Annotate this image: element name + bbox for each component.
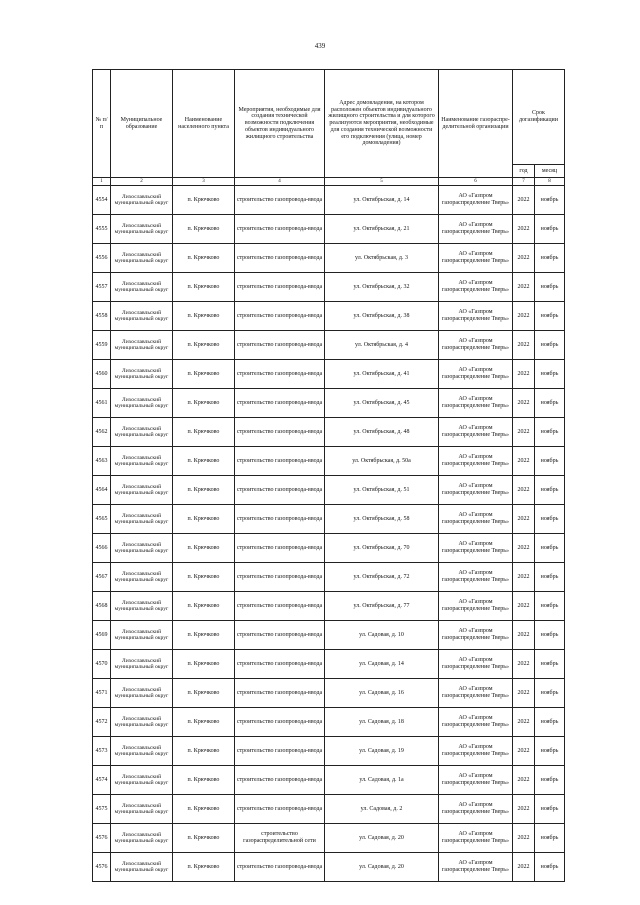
- cell-address: ул. Октябрьская, д. 3: [325, 244, 439, 273]
- cell-row-number: 4558: [93, 302, 111, 331]
- cell-row-number: 4575: [93, 795, 111, 824]
- cell-year: 2022: [513, 621, 535, 650]
- cell-organization: АО «Газпром газораспределение Тверь»: [439, 853, 513, 882]
- cell-municipality: Лихославльский муниципальный округ: [111, 447, 173, 476]
- cell-year: 2022: [513, 186, 535, 215]
- cell-month: ноябрь: [535, 708, 565, 737]
- cell-address: ул. Садовая, д. 2: [325, 795, 439, 824]
- cell-measure: строительство газопровода-ввода: [235, 621, 325, 650]
- cell-municipality: Лихославльский муниципальный округ: [111, 476, 173, 505]
- cell-settlement: п. Крючково: [173, 505, 235, 534]
- header-org: Наименование газораспре-делительной организации: [439, 70, 513, 178]
- cell-year: 2022: [513, 302, 535, 331]
- cell-settlement: п. Крючково: [173, 273, 235, 302]
- header-num: № п/п: [93, 70, 111, 178]
- col-number: 3: [173, 178, 235, 186]
- cell-measure: строительство газопровода-ввода: [235, 302, 325, 331]
- cell-organization: АО «Газпром газораспределение Тверь»: [439, 708, 513, 737]
- col-number: 8: [535, 178, 565, 186]
- cell-address: ул. Октябрьская, д. 72: [325, 563, 439, 592]
- cell-measure: строительство газопровода-ввода: [235, 708, 325, 737]
- header-address: Адрес домовладения, на котором расположен объектов индивидуального жилищного строительства и для которого реализуются мероприятия, необходимые для создания технической возможности его подключения (улица, номер домовладения): [325, 70, 439, 178]
- cell-measure: строительство газопровода-ввода: [235, 505, 325, 534]
- cell-organization: АО «Газпром газораспределение Тверь»: [439, 795, 513, 824]
- cell-row-number: 4557: [93, 273, 111, 302]
- cell-measure: строительство газопровода-ввода: [235, 650, 325, 679]
- cell-month: ноябрь: [535, 795, 565, 824]
- cell-measure: строительство газопровода-ввода: [235, 737, 325, 766]
- cell-row-number: 4576: [93, 853, 111, 882]
- cell-organization: АО «Газпром газораспределение Тверь»: [439, 215, 513, 244]
- cell-month: ноябрь: [535, 186, 565, 215]
- table-body: [93, 186, 565, 882]
- page-number: 439: [314, 42, 326, 50]
- table-row: [93, 679, 565, 708]
- cell-organization: АО «Газпром газораспределение Тверь»: [439, 476, 513, 505]
- cell-measure: строительство газопровода-ввода: [235, 679, 325, 708]
- cell-address: ул. Садовая, д. 10: [325, 621, 439, 650]
- cell-measure: строительство газопровода-ввода: [235, 244, 325, 273]
- cell-settlement: п. Крючково: [173, 766, 235, 795]
- column-numbers-row: [93, 178, 565, 186]
- cell-organization: АО «Газпром газораспределение Тверь»: [439, 302, 513, 331]
- cell-settlement: п. Крючково: [173, 447, 235, 476]
- cell-organization: АО «Газпром газораспределение Тверь»: [439, 331, 513, 360]
- table-row: [93, 418, 565, 447]
- cell-municipality: Лихославльский муниципальный округ: [111, 766, 173, 795]
- cell-organization: АО «Газпром газораспределение Тверь»: [439, 244, 513, 273]
- cell-organization: АО «Газпром газораспределение Тверь»: [439, 534, 513, 563]
- cell-settlement: п. Крючково: [173, 592, 235, 621]
- cell-year: 2022: [513, 244, 535, 273]
- cell-year: 2022: [513, 447, 535, 476]
- cell-settlement: п. Крючково: [173, 650, 235, 679]
- cell-municipality: Лихославльский муниципальный округ: [111, 650, 173, 679]
- table-row: [93, 273, 565, 302]
- cell-year: 2022: [513, 331, 535, 360]
- cell-municipality: Лихославльский муниципальный округ: [111, 534, 173, 563]
- cell-month: ноябрь: [535, 766, 565, 795]
- cell-measure: строительство газопровода-ввода: [235, 592, 325, 621]
- table-row: [93, 708, 565, 737]
- table-row: [93, 389, 565, 418]
- col-number: 4: [235, 178, 325, 186]
- cell-municipality: Лихославльский муниципальный округ: [111, 563, 173, 592]
- cell-row-number: 4554: [93, 186, 111, 215]
- cell-address: ул. Октябрьская, д. 41: [325, 360, 439, 389]
- cell-organization: АО «Газпром газораспределение Тверь»: [439, 766, 513, 795]
- cell-municipality: Лихославльский муниципальный округ: [111, 621, 173, 650]
- cell-measure: строительство газопровода-ввода: [235, 563, 325, 592]
- cell-settlement: п. Крючково: [173, 737, 235, 766]
- cell-measure: строительство газопровода-ввода: [235, 447, 325, 476]
- cell-settlement: п. Крючково: [173, 563, 235, 592]
- cell-address: ул. Октябрьская, д. 45: [325, 389, 439, 418]
- cell-row-number: 4570: [93, 650, 111, 679]
- cell-address: ул. Октябрьская, д. 4: [325, 331, 439, 360]
- cell-year: 2022: [513, 795, 535, 824]
- cell-month: ноябрь: [535, 824, 565, 853]
- cell-organization: АО «Газпром газораспределение Тверь»: [439, 679, 513, 708]
- col-number: 5: [325, 178, 439, 186]
- cell-settlement: п. Крючково: [173, 621, 235, 650]
- cell-month: ноябрь: [535, 679, 565, 708]
- cell-settlement: п. Крючково: [173, 824, 235, 853]
- cell-measure: строительство газопровода-ввода: [235, 215, 325, 244]
- cell-municipality: Лихославльский муниципальный округ: [111, 244, 173, 273]
- cell-settlement: п. Крючково: [173, 708, 235, 737]
- cell-measure: строительство газопровода-ввода: [235, 186, 325, 215]
- cell-address: ул. Октябрьская, д. 14: [325, 186, 439, 215]
- cell-municipality: Лихославльский муниципальный округ: [111, 592, 173, 621]
- cell-month: ноябрь: [535, 447, 565, 476]
- header-measures: Мероприятия, необходимые для создания технической возможности подключения объектов индивидуального жилищного строительства: [235, 70, 325, 178]
- cell-organization: АО «Газпром газораспределение Тверь»: [439, 447, 513, 476]
- cell-municipality: Лихославльский муниципальный округ: [111, 302, 173, 331]
- cell-measure: строительство газопровода-ввода: [235, 766, 325, 795]
- cell-municipality: Лихославльский муниципальный округ: [111, 505, 173, 534]
- cell-organization: АО «Газпром газораспределение Тверь»: [439, 592, 513, 621]
- cell-measure: строительство газопровода-ввода: [235, 360, 325, 389]
- cell-row-number: 4556: [93, 244, 111, 273]
- cell-municipality: Лихославльский муниципальный округ: [111, 215, 173, 244]
- cell-address: ул. Садовая, д. 20: [325, 853, 439, 882]
- cell-settlement: п. Крючково: [173, 795, 235, 824]
- cell-municipality: Лихославльский муниципальный округ: [111, 737, 173, 766]
- cell-address: ул. Садовая, д. 19: [325, 737, 439, 766]
- cell-organization: АО «Газпром газораспределение Тверь»: [439, 737, 513, 766]
- cell-address: ул. Октябрьская, д. 77: [325, 592, 439, 621]
- cell-row-number: 4576: [93, 824, 111, 853]
- cell-address: ул. Садовая, д. 16: [325, 679, 439, 708]
- cell-row-number: 4564: [93, 476, 111, 505]
- cell-municipality: Лихославльский муниципальный округ: [111, 186, 173, 215]
- cell-measure: строительство газопровода-ввода: [235, 389, 325, 418]
- cell-month: ноябрь: [535, 418, 565, 447]
- gasification-table: [92, 69, 565, 882]
- cell-year: 2022: [513, 534, 535, 563]
- col-number: 6: [439, 178, 513, 186]
- cell-month: ноябрь: [535, 650, 565, 679]
- table-row: [93, 824, 565, 853]
- cell-measure: строительство газопровода-ввода: [235, 795, 325, 824]
- cell-municipality: Лихославльский муниципальный округ: [111, 679, 173, 708]
- cell-month: ноябрь: [535, 505, 565, 534]
- cell-year: 2022: [513, 418, 535, 447]
- cell-row-number: 4559: [93, 331, 111, 360]
- cell-address: ул. Садовая, д. 14: [325, 650, 439, 679]
- cell-year: 2022: [513, 766, 535, 795]
- cell-row-number: 4560: [93, 360, 111, 389]
- cell-measure: строительство газопровода-ввода: [235, 273, 325, 302]
- cell-year: 2022: [513, 563, 535, 592]
- cell-organization: АО «Газпром газораспределение Тверь»: [439, 824, 513, 853]
- cell-address: ул. Октябрьская, д. 32: [325, 273, 439, 302]
- table-row: [93, 563, 565, 592]
- cell-row-number: 4555: [93, 215, 111, 244]
- cell-organization: АО «Газпром газораспределение Тверь»: [439, 505, 513, 534]
- cell-municipality: Лихославльский муниципальный округ: [111, 418, 173, 447]
- cell-row-number: 4571: [93, 679, 111, 708]
- cell-municipality: Лихославльский муниципальный округ: [111, 795, 173, 824]
- cell-month: ноябрь: [535, 621, 565, 650]
- cell-measure: строительство газопровода-ввода: [235, 853, 325, 882]
- cell-measure: строительство газораспределительной сети: [235, 824, 325, 853]
- cell-row-number: 4573: [93, 737, 111, 766]
- table-row: [93, 795, 565, 824]
- cell-year: 2022: [513, 215, 535, 244]
- cell-row-number: 4562: [93, 418, 111, 447]
- cell-month: ноябрь: [535, 534, 565, 563]
- header-year: год: [513, 165, 535, 178]
- cell-settlement: п. Крючково: [173, 534, 235, 563]
- cell-year: 2022: [513, 737, 535, 766]
- cell-settlement: п. Крючково: [173, 389, 235, 418]
- cell-month: ноябрь: [535, 302, 565, 331]
- cell-year: 2022: [513, 708, 535, 737]
- cell-month: ноябрь: [535, 563, 565, 592]
- header-settlement: Наименование населенного пункта: [173, 70, 235, 178]
- cell-month: ноябрь: [535, 389, 565, 418]
- cell-year: 2022: [513, 389, 535, 418]
- cell-organization: АО «Газпром газораспределение Тверь»: [439, 273, 513, 302]
- cell-organization: АО «Газпром газораспределение Тверь»: [439, 186, 513, 215]
- cell-row-number: 4565: [93, 505, 111, 534]
- col-number: 2: [111, 178, 173, 186]
- cell-row-number: 4568: [93, 592, 111, 621]
- cell-month: ноябрь: [535, 853, 565, 882]
- cell-organization: АО «Газпром газораспределение Тверь»: [439, 563, 513, 592]
- cell-settlement: п. Крючково: [173, 853, 235, 882]
- cell-settlement: п. Крючково: [173, 476, 235, 505]
- table-header: [93, 70, 565, 186]
- cell-address: ул. Октябрьская, д. 50а: [325, 447, 439, 476]
- table-row: [93, 621, 565, 650]
- table-row: [93, 186, 565, 215]
- cell-organization: АО «Газпром газораспределение Тверь»: [439, 389, 513, 418]
- cell-row-number: 4566: [93, 534, 111, 563]
- table-row: [93, 244, 565, 273]
- cell-settlement: п. Крючково: [173, 331, 235, 360]
- cell-municipality: Лихославльский муниципальный округ: [111, 824, 173, 853]
- cell-measure: строительство газопровода-ввода: [235, 331, 325, 360]
- cell-year: 2022: [513, 476, 535, 505]
- table-row: [93, 592, 565, 621]
- cell-month: ноябрь: [535, 592, 565, 621]
- cell-year: 2022: [513, 273, 535, 302]
- cell-settlement: п. Крючково: [173, 360, 235, 389]
- cell-measure: строительство газопровода-ввода: [235, 476, 325, 505]
- cell-address: ул. Октябрьская, д. 58: [325, 505, 439, 534]
- table-row: [93, 737, 565, 766]
- cell-month: ноябрь: [535, 244, 565, 273]
- cell-year: 2022: [513, 853, 535, 882]
- cell-row-number: 4563: [93, 447, 111, 476]
- cell-year: 2022: [513, 360, 535, 389]
- cell-year: 2022: [513, 592, 535, 621]
- header-deadline: Срок догазификации: [513, 70, 565, 165]
- header-municipality: Муниципальное образование: [111, 70, 173, 178]
- cell-month: ноябрь: [535, 215, 565, 244]
- table-row: [93, 302, 565, 331]
- cell-year: 2022: [513, 650, 535, 679]
- cell-address: ул. Октябрьская, д. 70: [325, 534, 439, 563]
- table-row: [93, 215, 565, 244]
- cell-address: ул. Октябрьская, д. 51: [325, 476, 439, 505]
- cell-municipality: Лихославльский муниципальный округ: [111, 273, 173, 302]
- cell-organization: АО «Газпром газораспределение Тверь»: [439, 621, 513, 650]
- cell-measure: строительство газопровода-ввода: [235, 418, 325, 447]
- cell-settlement: п. Крючково: [173, 679, 235, 708]
- cell-year: 2022: [513, 824, 535, 853]
- cell-address: ул. Садовая, д. 20: [325, 824, 439, 853]
- cell-row-number: 4569: [93, 621, 111, 650]
- cell-municipality: Лихославльский муниципальный округ: [111, 708, 173, 737]
- cell-municipality: Лихославльский муниципальный округ: [111, 853, 173, 882]
- table-row: [93, 447, 565, 476]
- cell-row-number: 4561: [93, 389, 111, 418]
- cell-address: ул. Октябрьская, д. 21: [325, 215, 439, 244]
- table-row: [93, 766, 565, 795]
- cell-settlement: п. Крючково: [173, 302, 235, 331]
- cell-year: 2022: [513, 679, 535, 708]
- table-row: [93, 360, 565, 389]
- cell-month: ноябрь: [535, 476, 565, 505]
- cell-organization: АО «Газпром газораспределение Тверь»: [439, 418, 513, 447]
- col-number: 7: [513, 178, 535, 186]
- cell-month: ноябрь: [535, 331, 565, 360]
- table-row: [93, 650, 565, 679]
- cell-settlement: п. Крючково: [173, 215, 235, 244]
- cell-address: ул. Октябрьская, д. 38: [325, 302, 439, 331]
- cell-municipality: Лихославльский муниципальный округ: [111, 331, 173, 360]
- cell-settlement: п. Крючково: [173, 244, 235, 273]
- table-row: [93, 534, 565, 563]
- cell-organization: АО «Газпром газораспределение Тверь»: [439, 650, 513, 679]
- table-row: [93, 853, 565, 882]
- cell-measure: строительство газопровода-ввода: [235, 534, 325, 563]
- cell-year: 2022: [513, 505, 535, 534]
- table-row: [93, 331, 565, 360]
- cell-organization: АО «Газпром газораспределение Тверь»: [439, 360, 513, 389]
- cell-settlement: п. Крючково: [173, 186, 235, 215]
- table-row: [93, 476, 565, 505]
- table-row: [93, 505, 565, 534]
- cell-month: ноябрь: [535, 737, 565, 766]
- cell-row-number: 4567: [93, 563, 111, 592]
- cell-row-number: 4574: [93, 766, 111, 795]
- cell-month: ноябрь: [535, 273, 565, 302]
- cell-settlement: п. Крючково: [173, 418, 235, 447]
- cell-address: ул. Садовая, д. 1а: [325, 766, 439, 795]
- col-number: 1: [93, 178, 111, 186]
- cell-address: ул. Садовая, д. 18: [325, 708, 439, 737]
- cell-month: ноябрь: [535, 360, 565, 389]
- cell-row-number: 4572: [93, 708, 111, 737]
- cell-municipality: Лихославльский муниципальный округ: [111, 389, 173, 418]
- cell-municipality: Лихославльский муниципальный округ: [111, 360, 173, 389]
- cell-address: ул. Октябрьская, д. 48: [325, 418, 439, 447]
- header-month: месяц: [535, 165, 565, 178]
